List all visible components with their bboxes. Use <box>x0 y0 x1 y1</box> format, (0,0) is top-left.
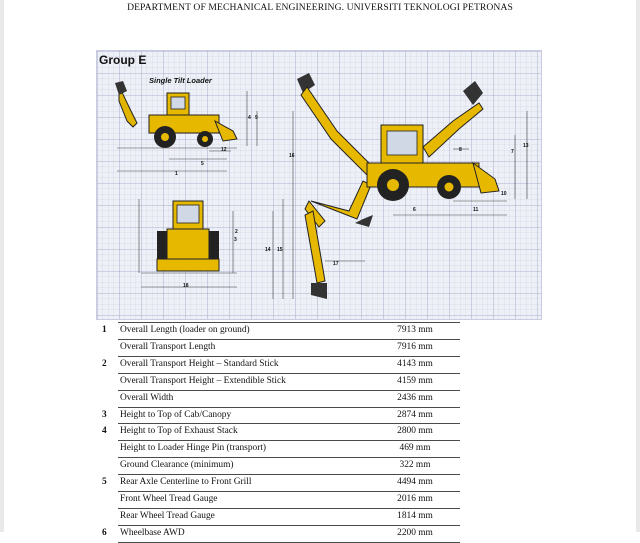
page-edge-right <box>636 0 640 532</box>
row-number <box>100 390 118 407</box>
spec-value: 1814 mm <box>370 508 460 525</box>
page-header: DEPARTMENT OF MECHANICAL ENGINEERING. UNIVERSITI TEKNOLOGI PETRONAS <box>127 2 513 13</box>
spec-value: 469 mm <box>370 441 460 458</box>
callout-13: 13 <box>523 143 529 149</box>
callout-9: 9 <box>255 115 258 121</box>
table-row <box>100 475 460 492</box>
backhoe-dimension-figure <box>96 50 542 320</box>
row-number <box>100 441 118 458</box>
grid-background <box>97 51 542 320</box>
callout-15: 15 <box>277 247 283 253</box>
spec-label: Height to Top of Cab/Canopy <box>118 407 370 424</box>
callout-12: 12 <box>221 147 227 153</box>
row-number <box>100 508 118 525</box>
callout-2: 2 <box>235 229 238 235</box>
row-number <box>100 373 118 390</box>
row-number: 4 <box>102 426 107 437</box>
spec-value: 2200 mm <box>370 525 460 542</box>
spec-value: 2436 mm <box>370 390 460 407</box>
callout-8: 8 <box>459 147 462 153</box>
callout-14: 14 <box>265 247 271 253</box>
callout-5: 5 <box>201 161 204 167</box>
spec-label: Ground Clearance (minimum) <box>118 458 370 475</box>
spec-label: Wheelbase AWD <box>118 525 370 542</box>
callout-3: 3 <box>234 237 237 243</box>
row-number: 1 <box>102 325 107 335</box>
callout-7: 7 <box>511 149 514 155</box>
callout-4: 4 <box>248 115 251 121</box>
callout-10: 10 <box>501 191 507 197</box>
figure-subtitle: Single Tilt Loader <box>149 76 212 85</box>
dimension-spec-table <box>100 322 460 543</box>
spec-value: 2016 mm <box>370 492 460 509</box>
group-label: Group E <box>99 53 147 67</box>
row-number <box>100 339 118 356</box>
table-row <box>100 373 460 390</box>
callout-17: 17 <box>333 261 339 267</box>
spec-label: Overall Transport Length <box>118 339 370 356</box>
spec-label: Overall Width <box>118 390 370 407</box>
row-number: 3 <box>102 409 107 420</box>
table-row <box>100 339 460 356</box>
table-row <box>100 424 460 441</box>
callout-1: 1 <box>175 171 178 177</box>
spec-value: 2874 mm <box>370 407 460 424</box>
spec-label: Overall Transport Height – Extendible Stick <box>118 373 370 390</box>
spec-label: Rear Axle Centerline to Front Grill <box>118 475 370 492</box>
spec-label: Height to Loader Hinge Pin (transport) <box>118 441 370 458</box>
table-row <box>100 492 460 509</box>
spec-value: 322 mm <box>370 458 460 475</box>
callout-11: 11 <box>473 207 479 213</box>
spec-value: 2800 mm <box>370 424 460 441</box>
table-row <box>100 390 460 407</box>
row-number <box>100 492 118 509</box>
spec-label: Height to Top of Exhaust Stack <box>118 424 370 441</box>
spec-label: Front Wheel Tread Gauge <box>118 492 370 509</box>
table-row <box>100 356 460 373</box>
spec-label: Overall Length (loader on ground) <box>118 323 370 340</box>
spec-value: 4494 mm <box>370 475 460 492</box>
table-row <box>100 323 460 340</box>
spec-value: 4159 mm <box>370 373 460 390</box>
table-row <box>100 407 460 424</box>
spec-value: 7913 mm <box>370 323 460 340</box>
spec-value: 7916 mm <box>370 339 460 356</box>
table-row <box>100 508 460 525</box>
spec-label: Overall Transport Height – Standard Stick <box>118 356 370 373</box>
page-edge-left <box>0 0 4 532</box>
table-row <box>100 458 460 475</box>
row-number <box>100 458 118 475</box>
callout-6: 6 <box>413 207 416 213</box>
table-row <box>100 441 460 458</box>
spec-label: Rear Wheel Tread Gauge <box>118 508 370 525</box>
row-number: 5 <box>102 477 107 488</box>
spec-value: 4143 mm <box>370 356 460 373</box>
row-number: 6 <box>102 527 107 538</box>
callout-18: 18 <box>183 283 189 289</box>
table-row <box>100 525 460 542</box>
callout-16: 16 <box>289 153 295 159</box>
row-number: 2 <box>102 358 107 369</box>
